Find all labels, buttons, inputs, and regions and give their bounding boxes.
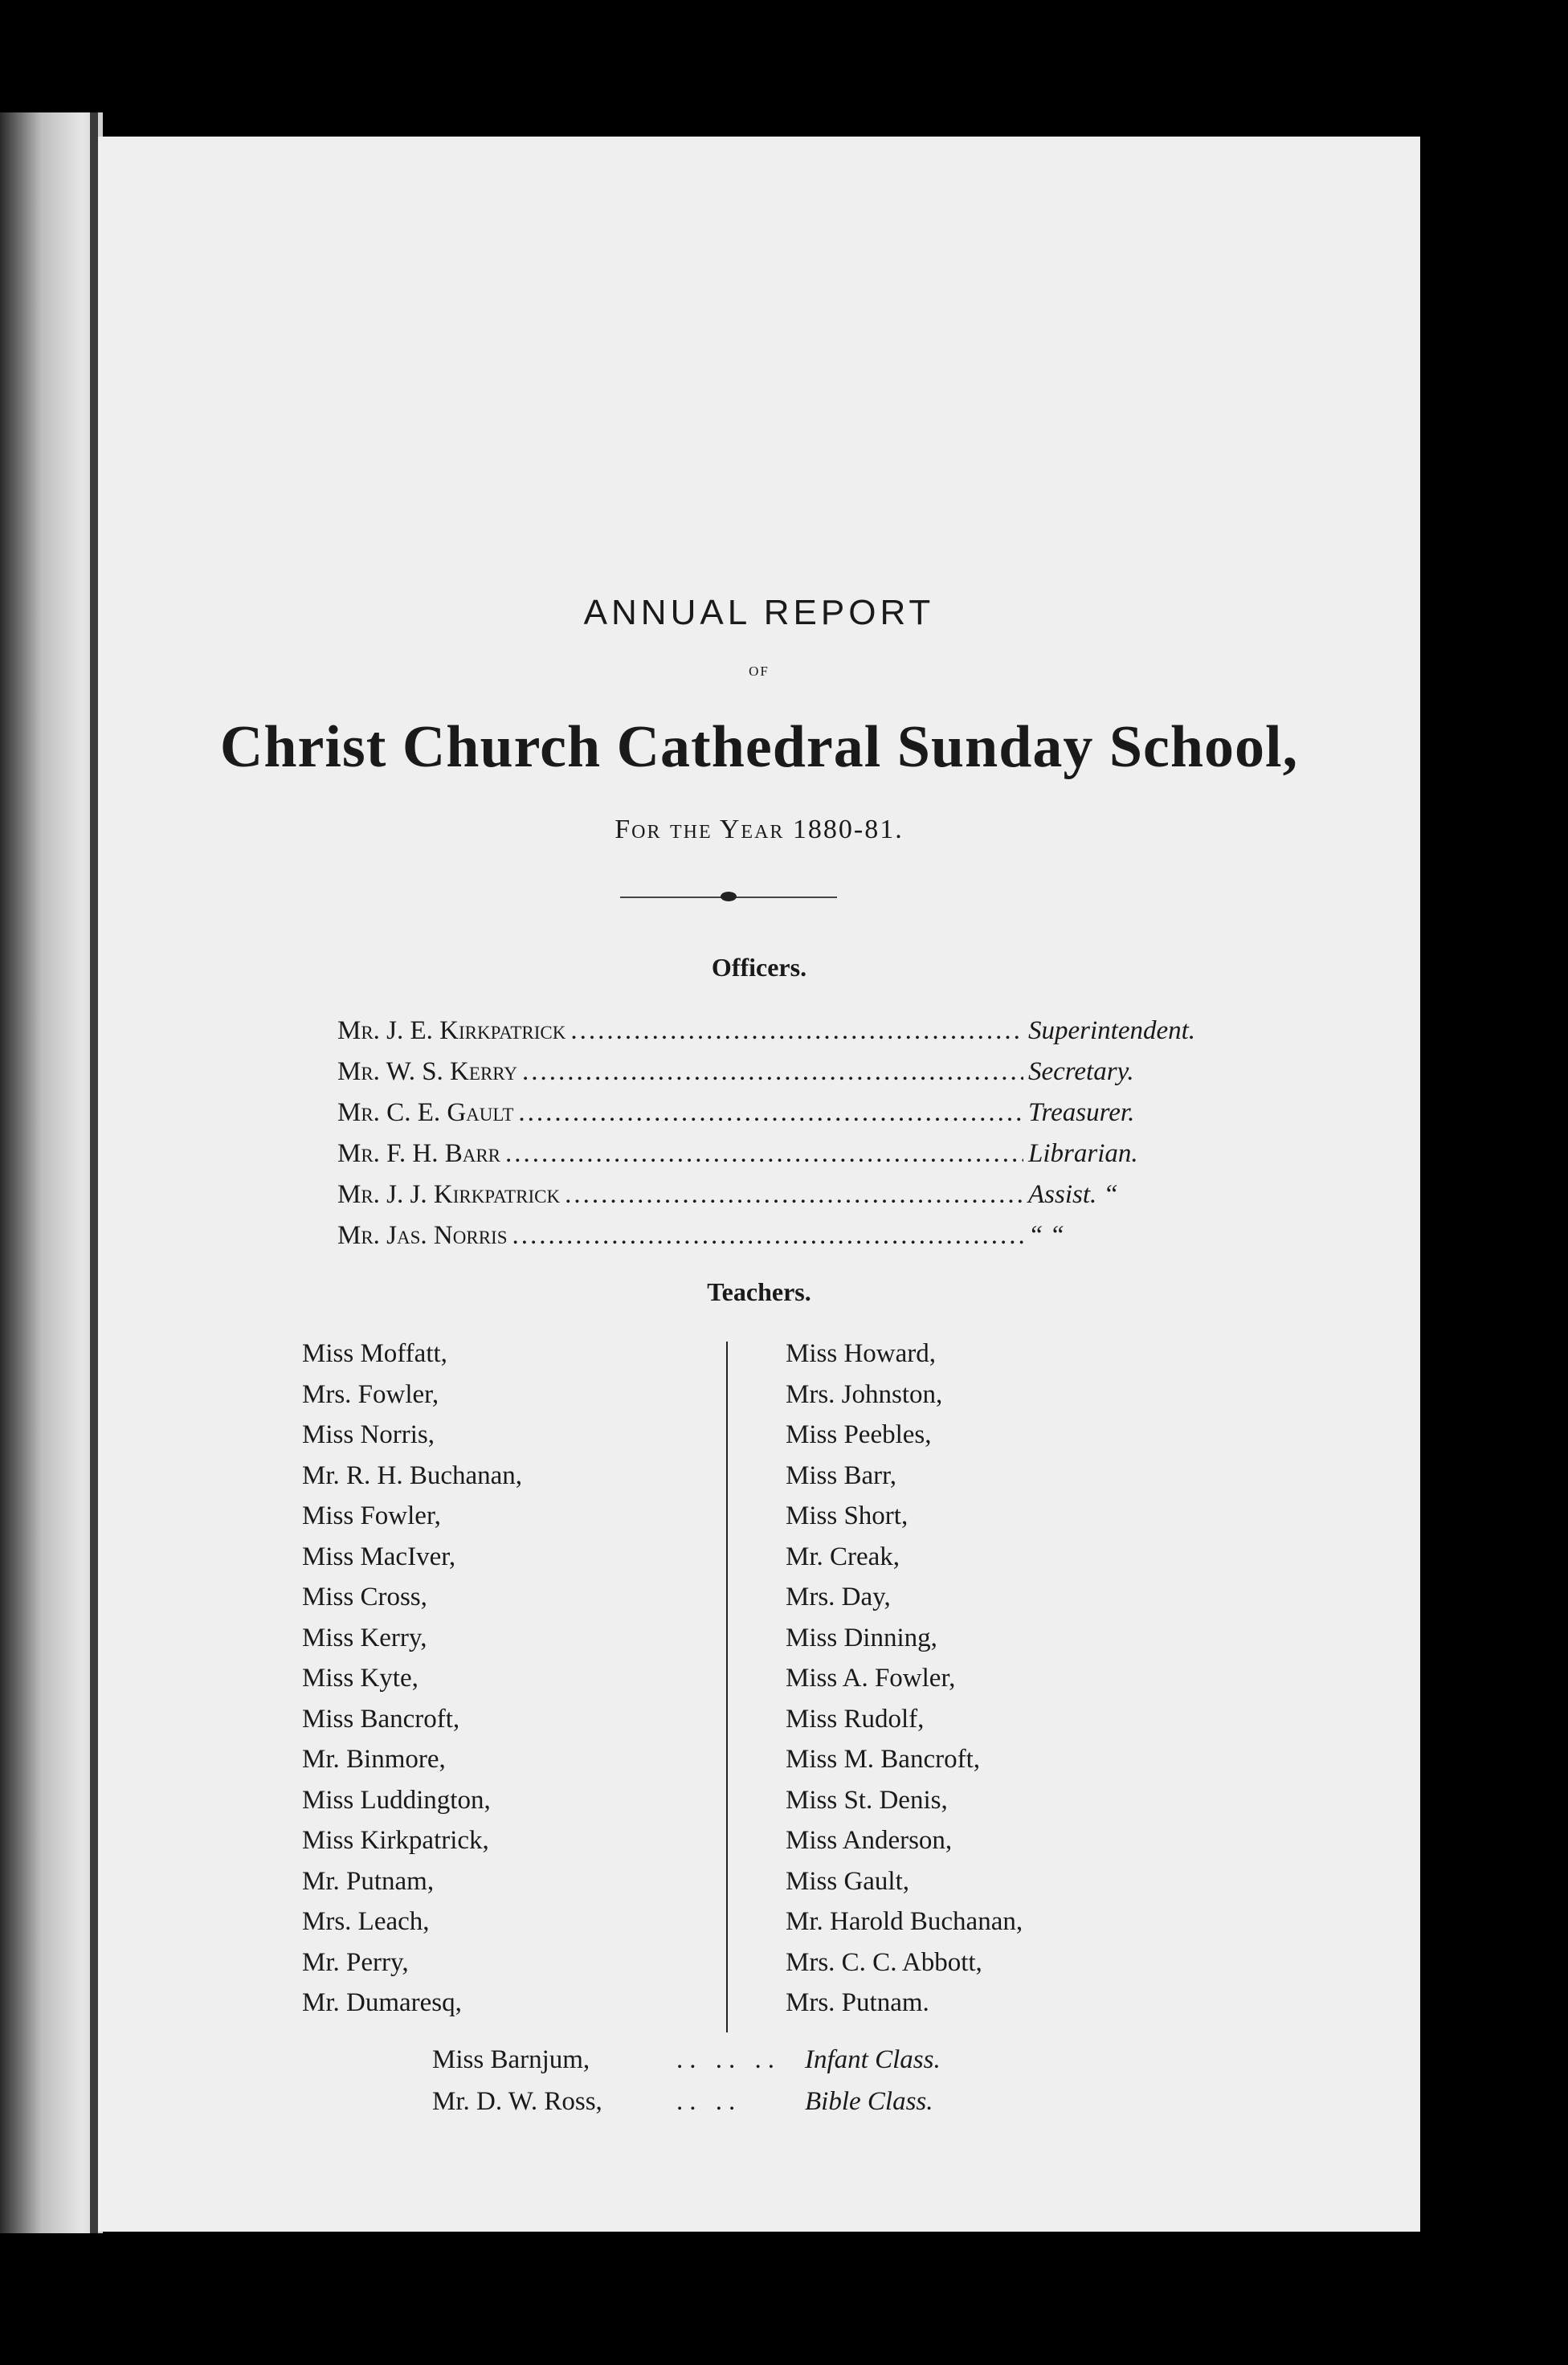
teacher-name: Miss Cross, (302, 1583, 427, 1611)
book-gutter (90, 112, 98, 2233)
teacher-name: Miss Moffatt, (302, 1339, 447, 1368)
officer-role: Superintendent. (1028, 1016, 1196, 1045)
teacher-name: Mrs. C. C. Abbott, (786, 1947, 982, 1977)
column-divider (726, 1342, 728, 2032)
officer-row (337, 1052, 1253, 1093)
teacher-name: Miss Kirkpatrick, (302, 1826, 489, 1855)
teacher-name: Miss MacIver, (302, 1542, 456, 1571)
teacher-name: Mr. R. H. Buchanan, (302, 1460, 523, 1490)
officer-row (337, 1174, 1253, 1215)
teacher-name: Miss A. Fowler, (786, 1664, 956, 1693)
teacher-name: Miss Peebles, (786, 1420, 932, 1449)
officer-role: “ “ (1028, 1221, 1064, 1250)
officer-name: Mr. Jas. Norris (337, 1221, 508, 1250)
special-classes (432, 2039, 941, 2122)
officer-name: Mr. C. E. Gault (337, 1098, 514, 1127)
teacher-name: Miss St. Denis, (786, 1785, 948, 1815)
teacher-name: Miss Howard, (786, 1339, 936, 1368)
officer-name: Mr. F. H. Barr (337, 1139, 501, 1168)
teacher-name: Miss Norris, (302, 1420, 435, 1449)
leader-dots (565, 1174, 1023, 1215)
officer-role: Assist. “ (1028, 1180, 1118, 1209)
title-connector: OF (749, 664, 770, 679)
teachers-right-column (786, 1334, 1023, 2024)
teacher-name: Miss Bancroft, (302, 1704, 460, 1734)
leader-dots: .. .. (676, 2087, 742, 2116)
officer-row (337, 1133, 1253, 1174)
officer-role: Secretary. (1028, 1057, 1134, 1086)
class-name: Infant Class. (805, 2045, 941, 2074)
teacher-name: Miss Kyte, (302, 1664, 419, 1693)
teacher-name: Miss Fowler, (302, 1501, 441, 1530)
school-name: Christ Church Cathedral Sunday School, (219, 714, 1299, 780)
teacher-name: Miss Short, (786, 1501, 909, 1530)
teachers-left-column (302, 1334, 522, 2024)
teacher-name: Miss Gault, (786, 1866, 910, 1896)
special-class-row (432, 2081, 941, 2122)
leader-dots (518, 1093, 1023, 1133)
special-class-row (432, 2039, 941, 2081)
teacher-name: Miss Barr, (786, 1460, 897, 1490)
teacher-name: Mrs. Leach, (302, 1907, 430, 1936)
report-year: For the Year 1880-81. (615, 815, 904, 844)
teachers-heading: Teachers. (707, 1277, 811, 1306)
report-title: ANNUAL REPORT (583, 593, 935, 632)
teacher-name: Miss M. Bancroft, (786, 1745, 980, 1774)
teacher-name: Mr. Binmore, (302, 1745, 446, 1774)
teacher-name: Mrs. Fowler, (302, 1379, 439, 1409)
officer-role: Librarian. (1028, 1139, 1138, 1168)
officer-name: Mr. J. E. Kirkpatrick (337, 1016, 566, 1045)
teacher-name: Mrs. Day, (786, 1583, 891, 1611)
teacher-name: Mr. Harold Buchanan, (786, 1907, 1023, 1936)
rule-ornament (721, 892, 737, 901)
officer-name: Mr. W. S. Kerry (337, 1057, 517, 1086)
officer-row (337, 1215, 1253, 1256)
officers-list (337, 1011, 1253, 1256)
officers-heading: Officers. (711, 953, 807, 982)
class-name: Bible Class. (805, 2087, 933, 2116)
teacher-name: Mr. D. W. Ross, (432, 2087, 602, 2116)
officer-row (337, 1093, 1253, 1133)
leader-dots (522, 1052, 1023, 1093)
teacher-name: Miss Kerry, (302, 1623, 427, 1652)
officer-role: Treasurer. (1028, 1098, 1135, 1127)
teacher-name: Miss Dinning, (786, 1623, 937, 1652)
teacher-name: Miss Anderson, (786, 1826, 953, 1855)
leader-dots: .. .. .. (676, 2045, 781, 2074)
teacher-name: Miss Rudolf, (786, 1704, 925, 1734)
facing-page-edge (0, 112, 103, 2233)
teacher-name: Mr. Creak, (786, 1542, 900, 1571)
teacher-name: Mr. Putnam, (302, 1866, 435, 1896)
teacher-name: Mrs. Putnam. (786, 1988, 929, 2017)
teacher-name: Mr. Dumaresq, (302, 1988, 462, 2017)
document-page (98, 137, 1420, 2232)
officer-row (337, 1011, 1253, 1052)
leader-dots (505, 1133, 1023, 1174)
teacher-name: Miss Luddington, (302, 1785, 491, 1815)
leader-dots (512, 1215, 1023, 1256)
teacher-name: Mrs. Johnston, (786, 1379, 943, 1409)
teacher-name: Mr. Perry, (302, 1947, 409, 1977)
teacher-name: Miss Barnjum, (432, 2045, 590, 2074)
leader-dots (570, 1011, 1023, 1052)
officer-name: Mr. J. J. Kirkpatrick (337, 1180, 561, 1209)
